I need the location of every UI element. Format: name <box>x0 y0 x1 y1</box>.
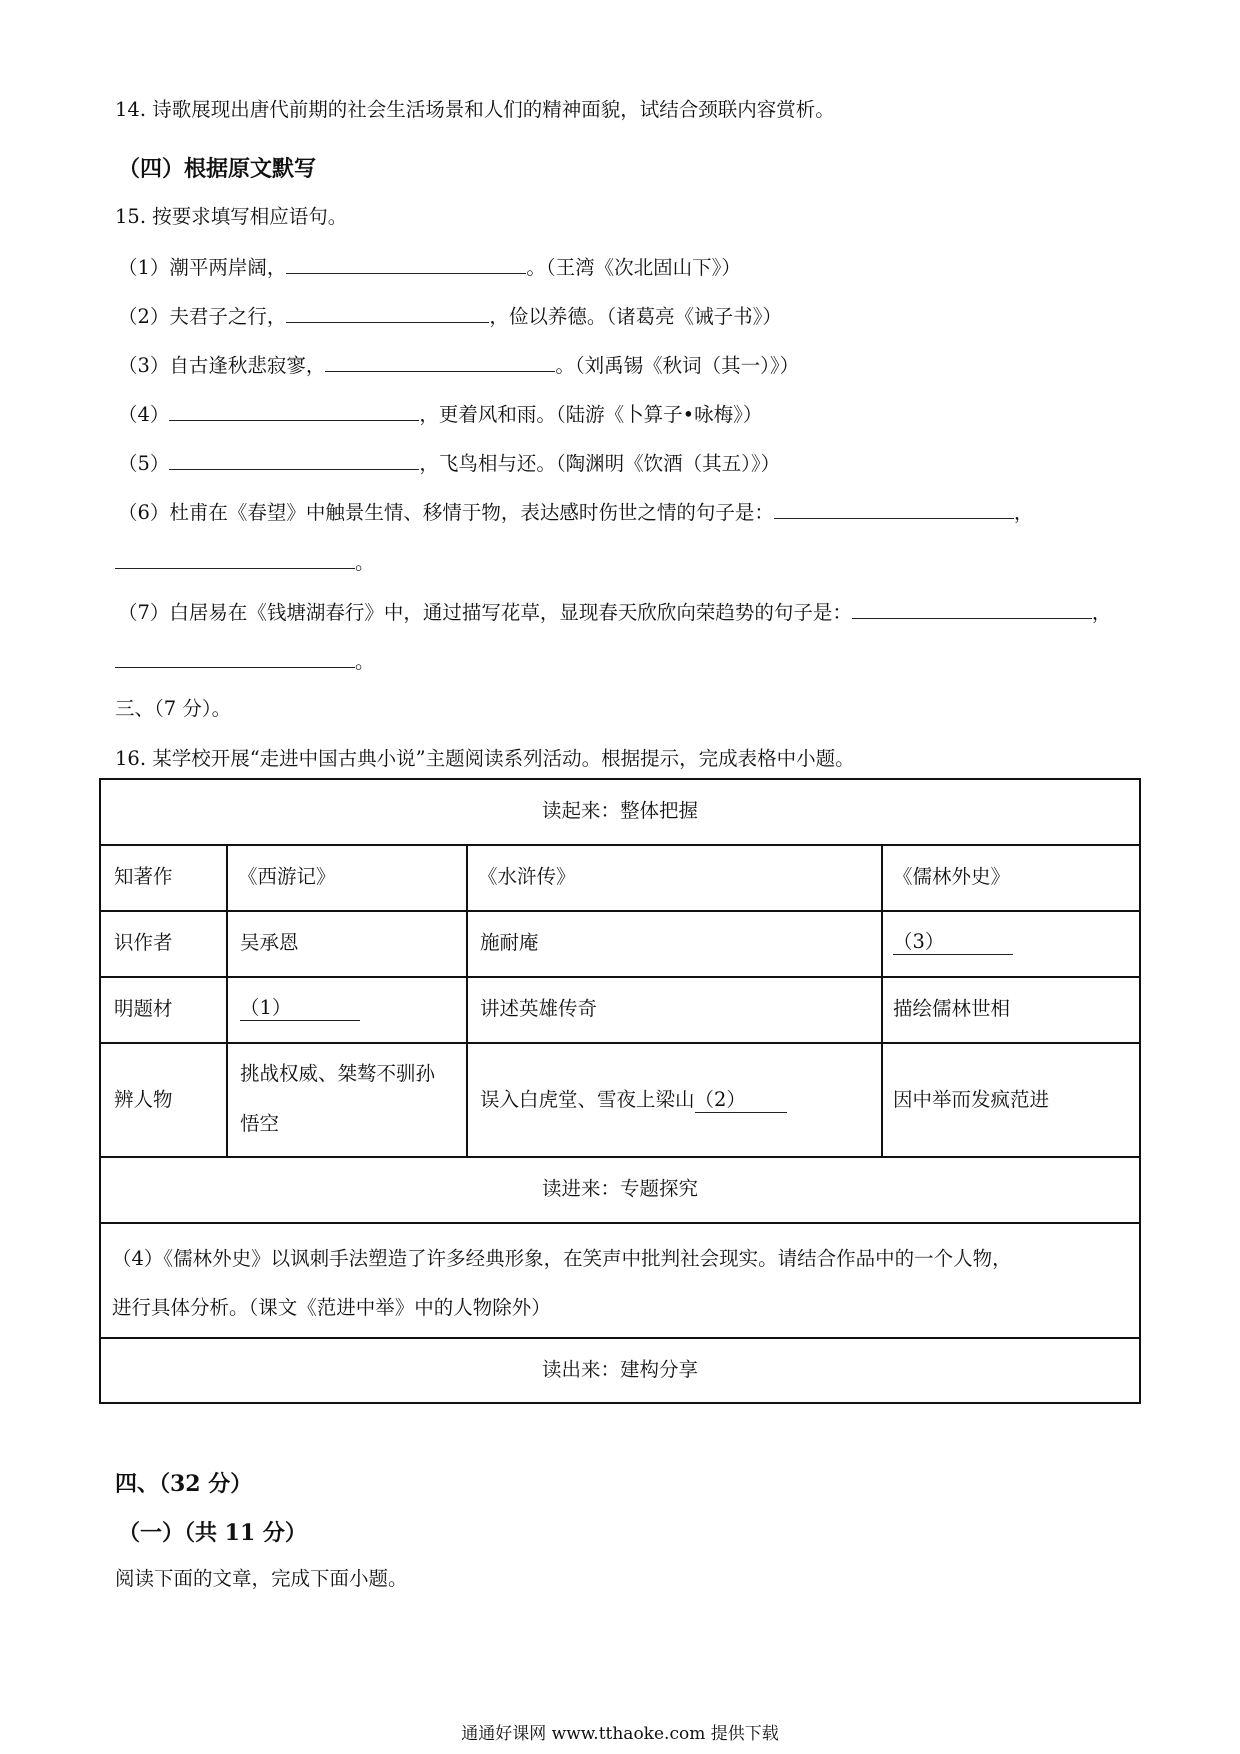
table-rule <box>99 1402 1141 1404</box>
q15-item-4-before: （4） <box>118 403 170 426</box>
q15-item-4-blank[interactable] <box>169 400 419 421</box>
table-header-read-out: 读出来：建构分享 <box>541 1358 698 1381</box>
part-4-instruction: 阅读下面的文章，完成下面小题。 <box>115 1567 408 1590</box>
q15-item-4-after: ，更着风和雨。（陆游《卜算子•咏梅》） <box>419 403 763 426</box>
q15-item-6-blank-2[interactable] <box>115 548 355 569</box>
q15-item-6-cont <box>115 548 375 576</box>
table-rule <box>99 976 1141 978</box>
q15-item-1-blank[interactable] <box>286 253 526 274</box>
part-4-heading: 四、（32 分） <box>115 1471 253 1497</box>
cell-character-2-text: 误入白虎堂、雪夜上梁山 <box>480 1088 695 1111</box>
cell-author-3-blank[interactable] <box>893 930 1013 955</box>
cell-subject-3: 描绘儒林世相 <box>893 997 1011 1020</box>
q15-item-2 <box>118 302 782 330</box>
blank-1-label: （1） <box>240 996 292 1019</box>
q15-item-5-before: （5） <box>118 452 170 475</box>
q15-item-1 <box>118 253 741 281</box>
q15-item-1-after: 。（王湾《次北固山下》） <box>526 256 741 279</box>
cell-journey-west: 《西游记》 <box>238 865 336 888</box>
cell-water-margin: 《水浒传》 <box>478 865 576 888</box>
row-label-works: 知著作 <box>114 865 173 888</box>
q15-item-2-before: （2）夫君子之行， <box>118 305 287 328</box>
cell-character-3: 因中举而发疯范进 <box>893 1088 1050 1111</box>
q15-item-3-blank[interactable] <box>325 351 555 372</box>
question-14: 14. 诗歌展现出唐代前期的社会生活场景和人们的精神面貌，试结合颈联内容赏析。 <box>115 98 835 121</box>
cell-character-1-line1: 挑战权威、桀骜不驯孙 <box>240 1062 436 1085</box>
table-rule <box>99 778 1141 780</box>
table-header-read-in: 读进来：专题探究 <box>541 1177 698 1200</box>
table-q4-line2: 进行具体分析。（课文《范进中举》中的人物除外） <box>112 1296 551 1319</box>
table-rule <box>99 1222 1141 1224</box>
q15-item-3-before: （3）自古逢秋悲寂寥， <box>118 354 326 377</box>
q15-item-6-comma: ， <box>1013 501 1034 524</box>
table-rule <box>99 1156 1141 1158</box>
cell-character-2 <box>480 1087 787 1113</box>
q15-item-3 <box>118 351 799 379</box>
question-15-stem: 15. 按要求填写相应语句。 <box>115 205 348 228</box>
q15-item-6-blank-1[interactable] <box>774 498 1014 519</box>
q15-item-7-cont <box>115 647 375 675</box>
q15-item-4 <box>118 400 762 428</box>
q15-item-7 <box>118 598 1111 626</box>
q15-item-2-after: ，俭以养德。（诸葛亮《诫子书》） <box>489 305 782 328</box>
cell-scholars: 《儒林外史》 <box>893 865 1011 888</box>
q15-item-6 <box>118 498 1033 526</box>
table-rule <box>466 844 468 1158</box>
q15-item-7-text: （7）白居易在《钱塘湖春行》中，通过描写花草，显现春天欣欣向荣趋势的句子是： <box>118 601 852 624</box>
row-label-subject: 明题材 <box>114 997 173 1020</box>
q15-item-3-after: 。（刘禹锡《秋词（其一）》） <box>555 354 800 377</box>
table-rule <box>99 910 1141 912</box>
blank-3-label: （3） <box>893 930 945 953</box>
footer-source: 通通好课网 www.tthaoke.com 提供下载 <box>461 1724 779 1744</box>
table-q4-line1: （4）《儒林外史》以讽刺手法塑造了许多经典形象，在笑声中批判社会现实。请结合作品中的一个人物， <box>112 1247 1012 1270</box>
section-heading-recitation: （四）根据原文默写 <box>118 156 317 182</box>
blank-2-label: （2） <box>694 1088 746 1111</box>
part-3-heading: 三、（7 分）。 <box>115 697 232 720</box>
cell-subject-2: 讲述英雄传奇 <box>480 997 598 1020</box>
q15-item-7-end: 。 <box>355 650 375 673</box>
row-label-authors: 识作者 <box>114 931 173 954</box>
row-label-characters: 辨人物 <box>114 1088 173 1111</box>
q15-item-7-blank-2[interactable] <box>115 647 355 668</box>
q15-item-5 <box>118 449 780 477</box>
cell-character-2-blank[interactable] <box>695 1088 787 1113</box>
q15-item-7-comma: ， <box>1091 601 1112 624</box>
table-rule <box>99 778 101 1404</box>
table-rule <box>881 844 883 1158</box>
part-4-subheading: （一）（共 11 分） <box>118 1520 307 1546</box>
q15-item-7-blank-1[interactable] <box>852 598 1092 619</box>
cell-author-1: 吴承恩 <box>240 931 299 954</box>
q15-item-6-end: 。 <box>355 551 375 574</box>
q15-item-6-text: （6）杜甫在《春望》中触景生情、移情于物，表达感时伤世之情的句子是： <box>118 501 774 524</box>
cell-character-1-line2: 悟空 <box>240 1112 280 1135</box>
q15-item-2-blank[interactable] <box>286 302 489 323</box>
table-rule <box>99 1337 1141 1339</box>
cell-subject-1-blank[interactable] <box>240 996 360 1021</box>
question-16-stem: 16. 某学校开展“走进中国古典小说”主题阅读系列活动。根据提示，完成表格中小题。 <box>115 747 855 770</box>
cell-author-2: 施耐庵 <box>480 931 539 954</box>
table-rule <box>99 844 1141 846</box>
table-header-read-up: 读起来：整体把握 <box>541 799 698 822</box>
q15-item-1-before: （1）潮平两岸阔， <box>118 256 287 279</box>
table-rule <box>226 844 228 1158</box>
table-rule <box>1139 778 1141 1404</box>
table-rule <box>99 1042 1141 1044</box>
q15-item-5-blank[interactable] <box>169 449 419 470</box>
q15-item-5-after: ，飞鸟相与还。（陶渊明《饮酒（其五）》） <box>419 452 781 475</box>
